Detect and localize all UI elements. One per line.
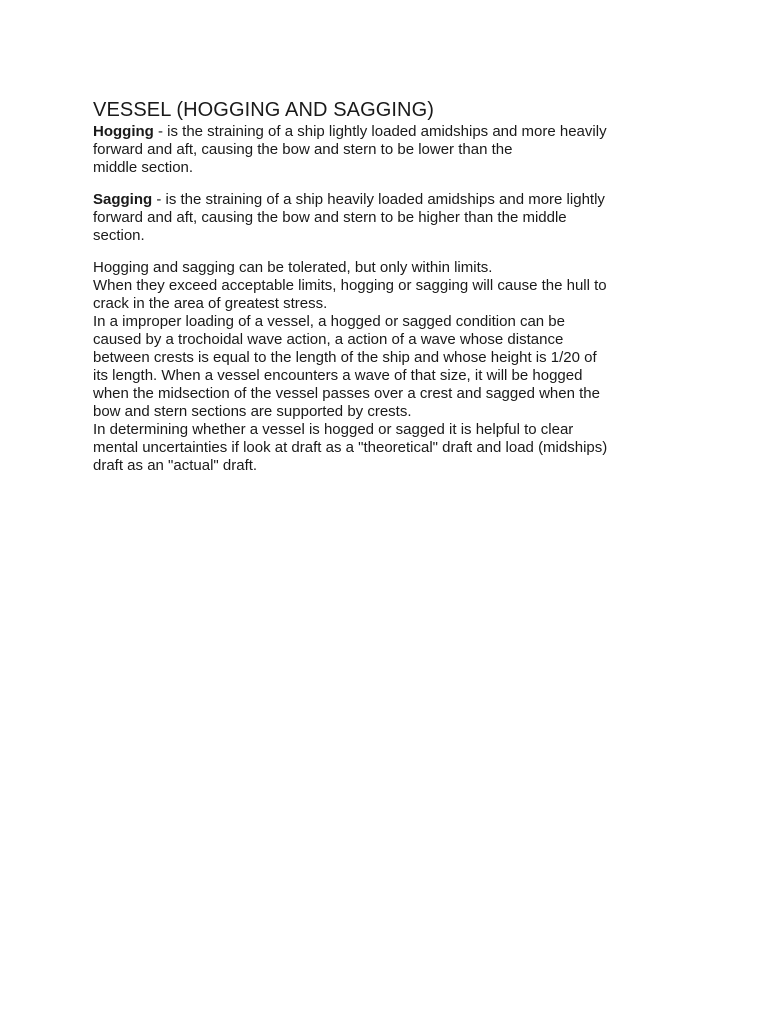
hogging-term: Hogging xyxy=(93,123,154,140)
body-line: draft as an "actual" draft. xyxy=(93,457,258,474)
body-line: bow and stern sections are supported by crests. xyxy=(93,403,412,420)
body-line: Hogging and sagging can be tolerated, but only within limits. xyxy=(93,259,493,276)
body-line: In a improper loading of a vessel, a hogged or sagged condition can be xyxy=(93,313,565,330)
body-line: when the midsection of the vessel passes over a crest and sagged when the xyxy=(93,385,600,402)
sagging-text-1: - is the straining of a ship heavily loaded amidships and more lightly xyxy=(152,191,605,208)
sagging-definition xyxy=(93,191,683,245)
hogging-definition xyxy=(93,123,683,177)
hogging-text-1: - is the straining of a ship lightly loaded amidships and more heavily xyxy=(153,123,607,140)
hogging-line-3: middle section. xyxy=(93,159,194,176)
sagging-line-2: forward and aft, causing the bow and stern to be higher than the middle xyxy=(93,209,567,226)
body-line: When they exceed acceptable limits, hogging or sagging will cause the hull to xyxy=(93,277,607,294)
body-line: its length. When a vessel encounters a wave of that size, it will be hogged xyxy=(93,367,583,384)
paragraph-gap xyxy=(93,177,683,191)
document-title: VESSEL (HOGGING AND SAGGING) xyxy=(93,99,435,121)
sagging-line-3: section. xyxy=(93,227,145,244)
sagging-line-1 xyxy=(93,191,683,209)
hogging-line-1 xyxy=(93,123,683,141)
document-page xyxy=(93,97,683,475)
body-line: mental uncertainties if look at draft as a "theoretical" draft and load (midships) xyxy=(93,439,608,456)
body-line: caused by a trochoidal wave action, a action of a wave whose distance xyxy=(93,331,564,348)
body-line: between crests is equal to the length of the ship and whose height is 1/20 of xyxy=(93,349,597,366)
body-text xyxy=(93,259,683,475)
paragraph-gap xyxy=(93,245,683,259)
hogging-line-2: forward and aft, causing the bow and stern to be lower than the xyxy=(93,141,513,158)
body-line: In determining whether a vessel is hogged or sagged it is helpful to clear xyxy=(93,421,574,438)
sagging-term: Sagging xyxy=(93,191,153,208)
body-line: crack in the area of greatest stress. xyxy=(93,295,328,312)
